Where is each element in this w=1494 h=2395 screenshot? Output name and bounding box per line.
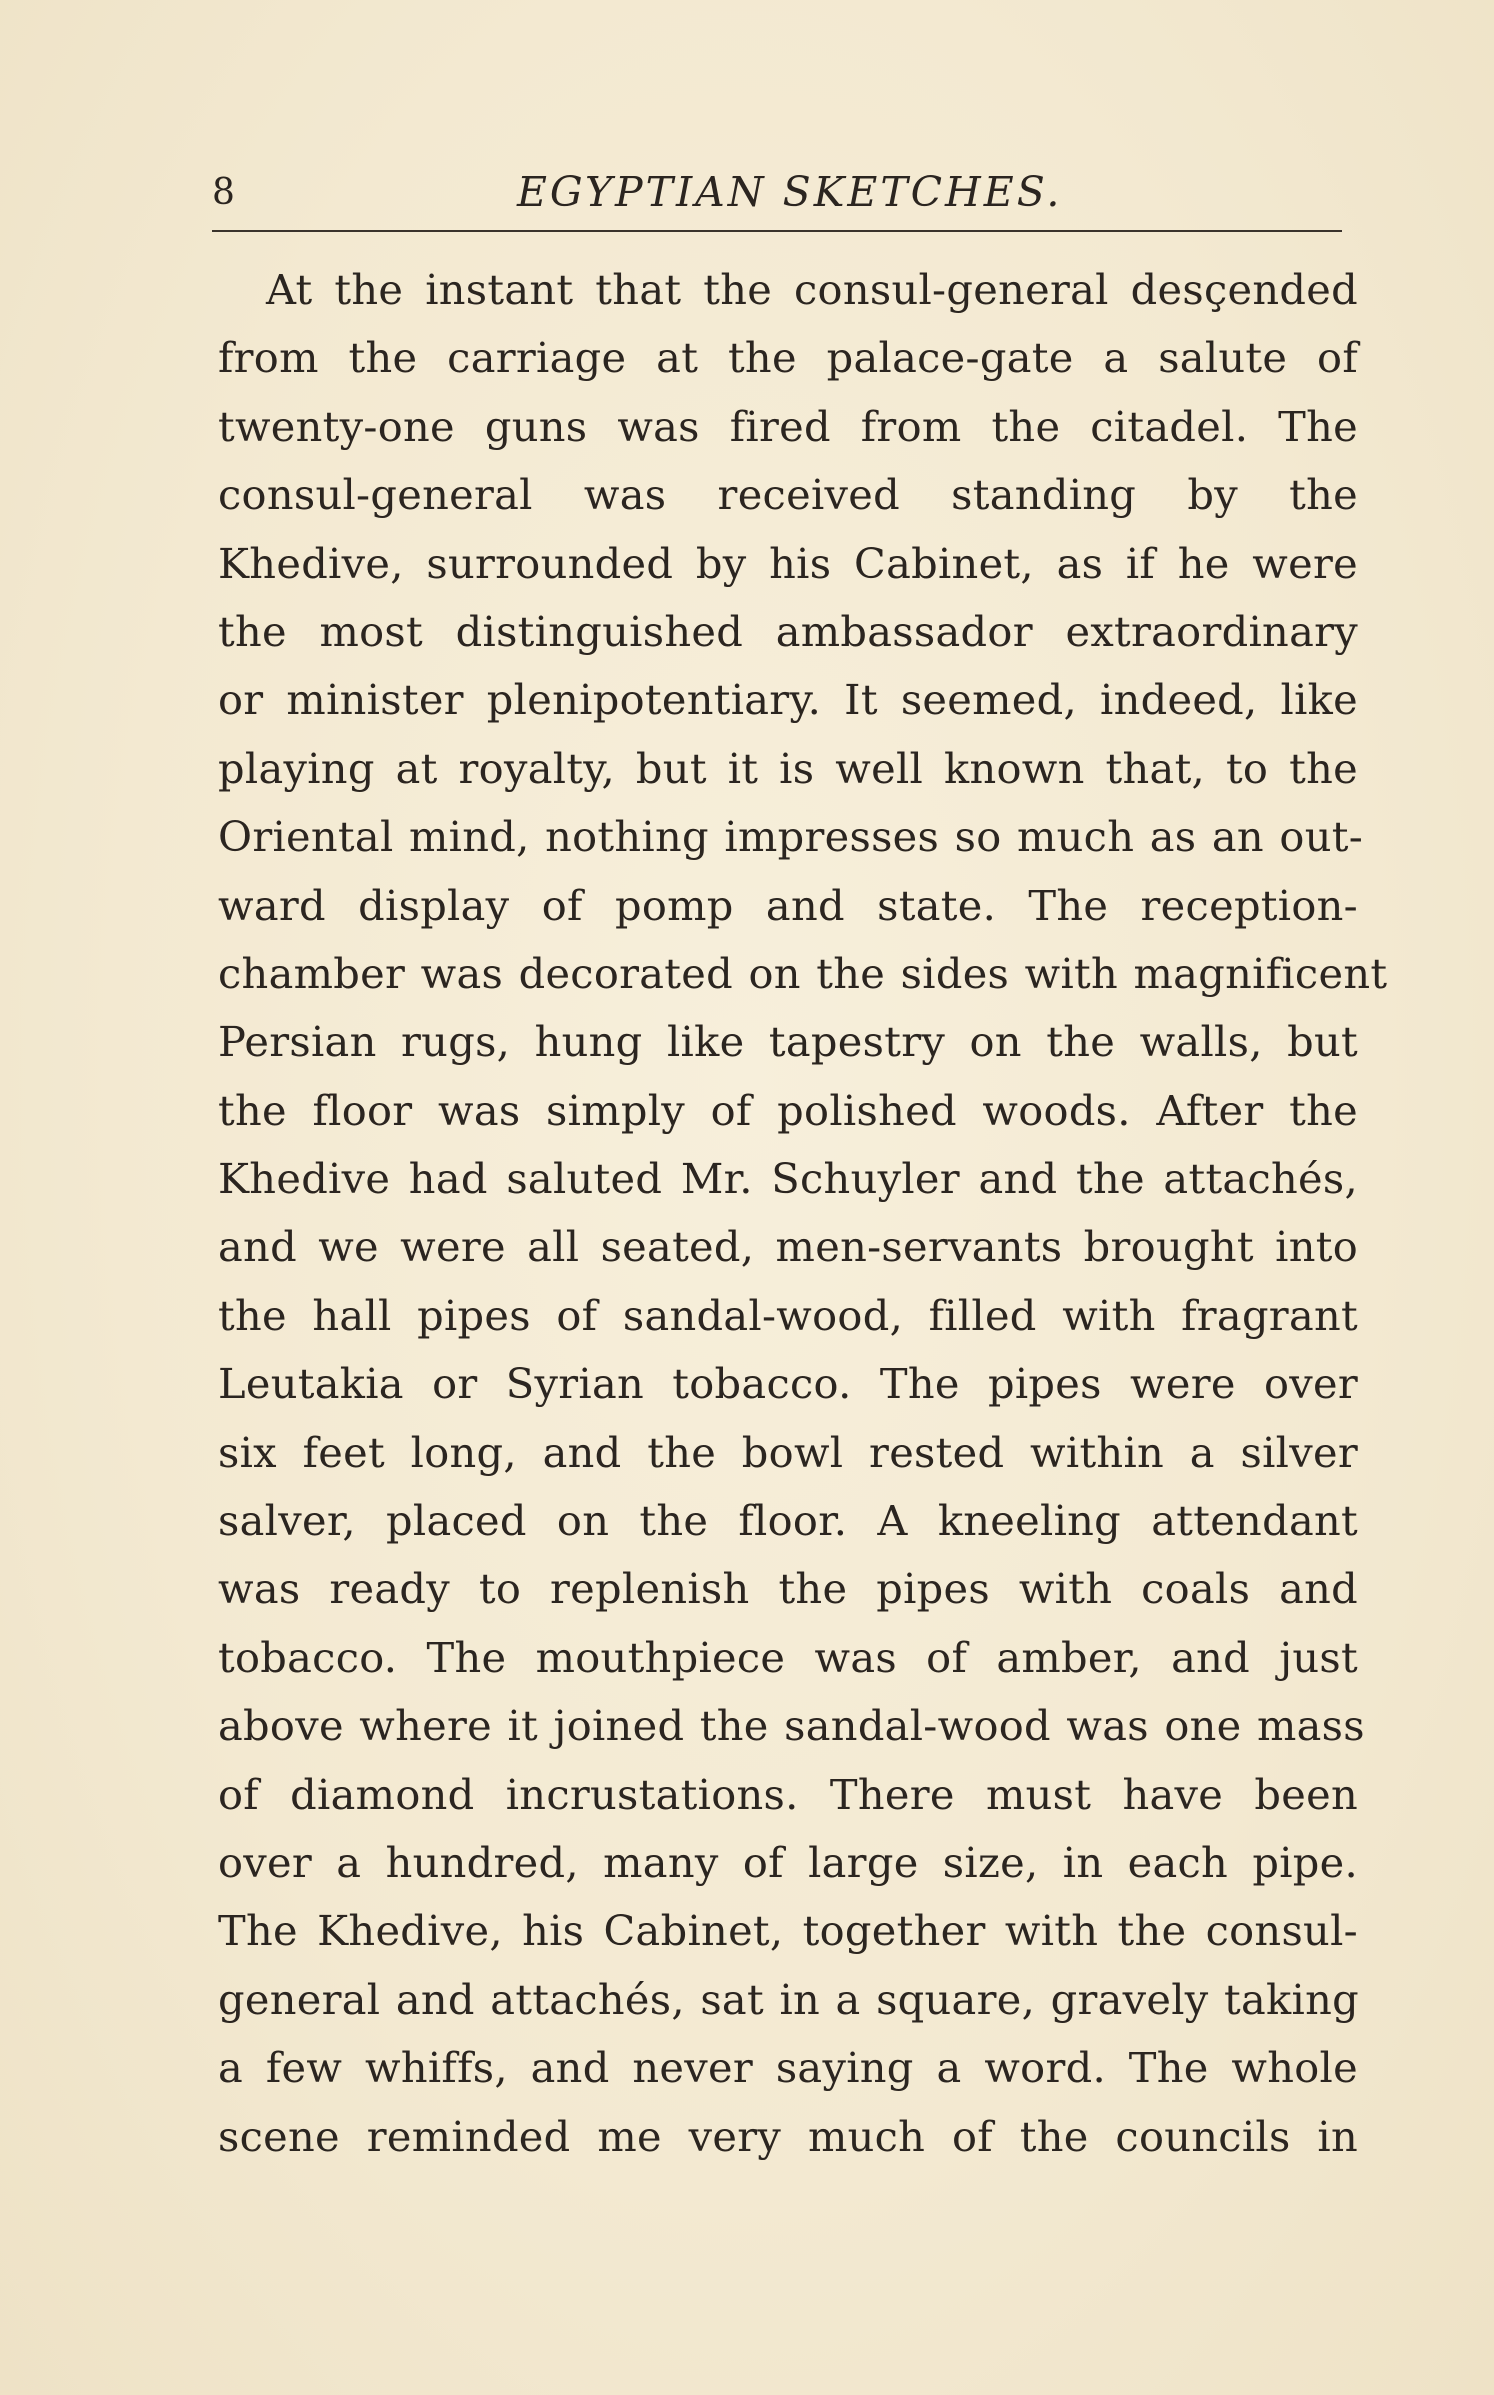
text-line: the hall pipes of sandal-wood, filled with fragrant <box>218 1290 1358 1340</box>
text-line: over a hundred, many of large size, in each pipe. <box>218 1837 1358 1887</box>
text-line: from the carriage at the palace-gate a salute of <box>218 333 1358 383</box>
text-line: the floor was simply of polished woods. After the <box>218 1085 1358 1135</box>
body-paragraph <box>218 256 1388 2171</box>
text-line: of diamond incrustations. There must have been <box>218 1769 1358 1819</box>
text-line: general and attachés, sat in a square, gravely taking <box>218 1974 1359 2024</box>
text-line: tobacco. The mouthpiece was of amber, and just <box>218 1632 1358 1682</box>
text-line: the most distinguished ambassador extraordinary <box>218 606 1358 656</box>
text-line: playing at royalty, but it is well known that, to the <box>218 743 1358 793</box>
text-line: chamber was decorated on the sides with magnificent <box>218 948 1388 998</box>
text-line: scene reminded me very much of the councils in <box>218 2111 1358 2161</box>
running-title: EGYPTIAN SKETCHES. <box>517 168 1063 216</box>
text-line: above where it joined the sandal-wood was one mass <box>218 1701 1365 1751</box>
text-line: ward display of pomp and state. The reception- <box>218 880 1358 930</box>
text-line: Persian rugs, hung like tapestry on the walls, but <box>218 1017 1358 1067</box>
text-line: a few whiffs, and never saying a word. The whole <box>218 2043 1358 2093</box>
text-line: six feet long, and the bowl rested within a silver <box>218 1427 1358 1477</box>
header-rule <box>212 230 1342 232</box>
text-line: was ready to replenish the pipes with coals and <box>218 1564 1358 1614</box>
text-line: Leutakia or Syrian tobacco. The pipes were over <box>218 1359 1358 1409</box>
page-number: 8 <box>212 172 236 213</box>
text-line: salver, placed on the floor. A kneeling attendant <box>218 1496 1358 1546</box>
text-line: or minister plenipotentiary. It seemed, indeed, like <box>218 675 1358 725</box>
text-line: consul-general was received standing by the <box>218 470 1358 520</box>
text-line: Khedive had saluted Mr. Schuyler and the attachés, <box>218 1154 1358 1204</box>
text-line: twenty-one guns was fired from the citadel. The <box>218 401 1358 451</box>
text-line: and we were all seated, men-servants brought into <box>218 1222 1358 1272</box>
running-head <box>212 168 1362 228</box>
text-line: Khedive, surrounded by his Cabinet, as if he were <box>218 538 1358 588</box>
text-line: Oriental mind, nothing impresses so much as an out- <box>218 812 1364 862</box>
text-line: The Khedive, his Cabinet, together with the consul- <box>218 1906 1358 1956</box>
text-line: At the instant that the consul-general desçended <box>266 265 1358 314</box>
